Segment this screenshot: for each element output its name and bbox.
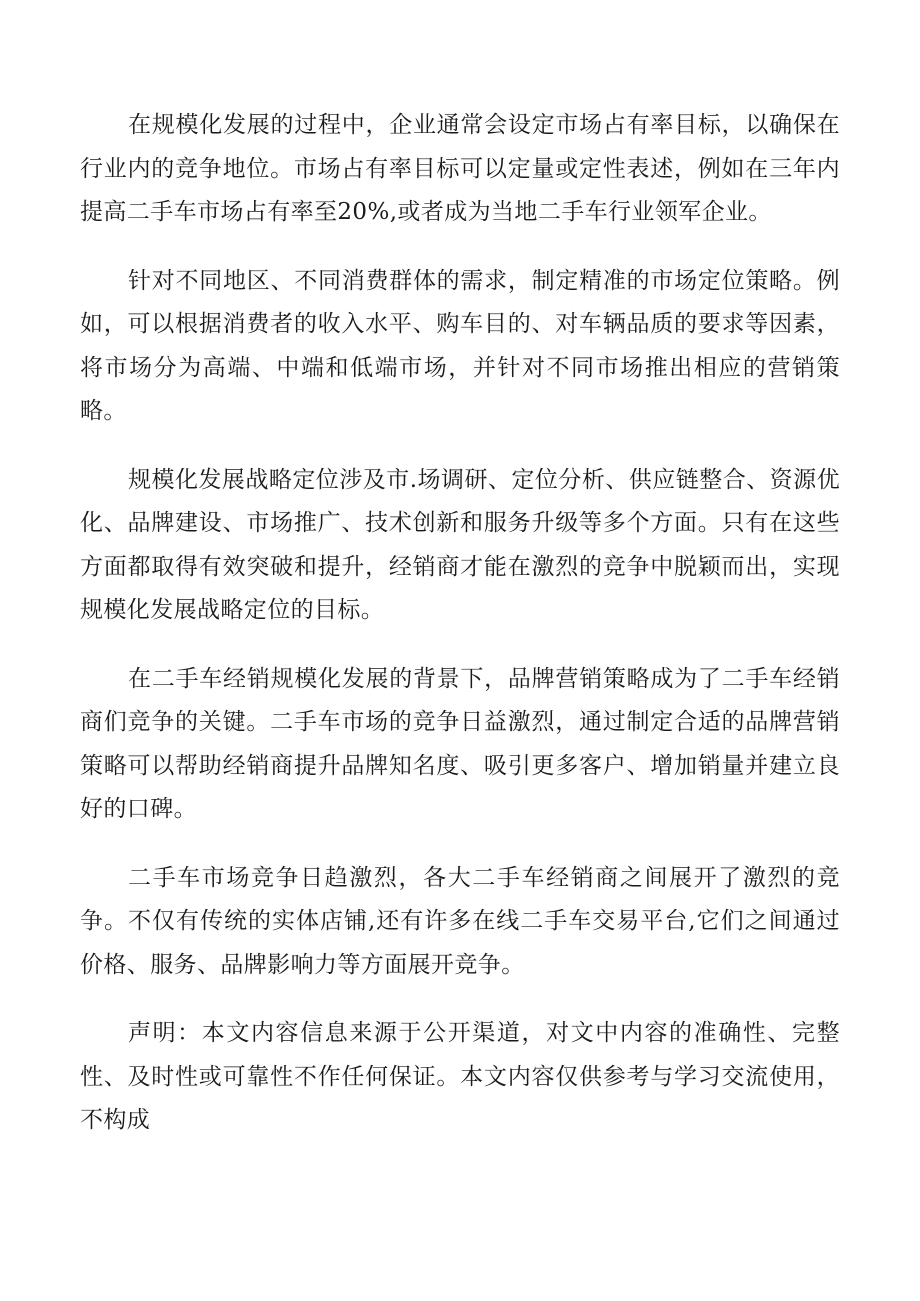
paragraph-strategy-aspects: 规模化发展战略定位涉及市.场调研、定位分析、供应链整合、资源优化、品牌建设、市场推广、技术创新和服务升级等多个方面。只有在这些方面都取得有效突破和提升，经销商才能在激烈的竞争中脱颖而出，实现规模化发展战略定位的目标。 xyxy=(80,466,840,623)
paragraph-competition: 二手车市场竞争日趋激烈，各大二手车经销商之间展开了激烈的竞争。不仅有传统的实体店铺,还有许多在线二手车交易平台,它们之间通过价格、服务、品牌影响力等方面展开竞争。 xyxy=(80,864,840,978)
paragraph-market-positioning: 针对不同地区、不同消费群体的需求，制定精准的市场定位策略。例如，可以根据消费者的收入水平、购车目的、对车辆品质的要求等因素，将市场分为高端、中端和低端市场，并针对不同市场推出相应的营销策略。 xyxy=(80,267,840,424)
document-body xyxy=(80,104,840,1168)
paragraph-brand-marketing: 在二手车经销规模化发展的背景下，品牌营销策略成为了二手车经销商们竞争的关键。二手车市场的竞争日益激烈，通过制定合适的品牌营销策略可以帮助经销商提升品牌知名度、吸引更多客户、增加销量并建立良好的口碑。 xyxy=(80,665,840,822)
paragraph-disclaimer: 声明：本文内容信息来源于公开渠道，对文中内容的准确性、完整性、及时性或可靠性不作任何保证。本文内容仅供参考与学习交流使用，不构成 xyxy=(80,1020,840,1133)
paragraph-market-share-target: 在规模化发展的过程中，企业通常会设定市场占有率目标，以确保在行业内的竞争地位。市场占有率目标可以定量或定性表述，例如在三年内提高二手车市场占有率至20%,或者成为当地二手车行业领军企业。 xyxy=(80,112,840,225)
